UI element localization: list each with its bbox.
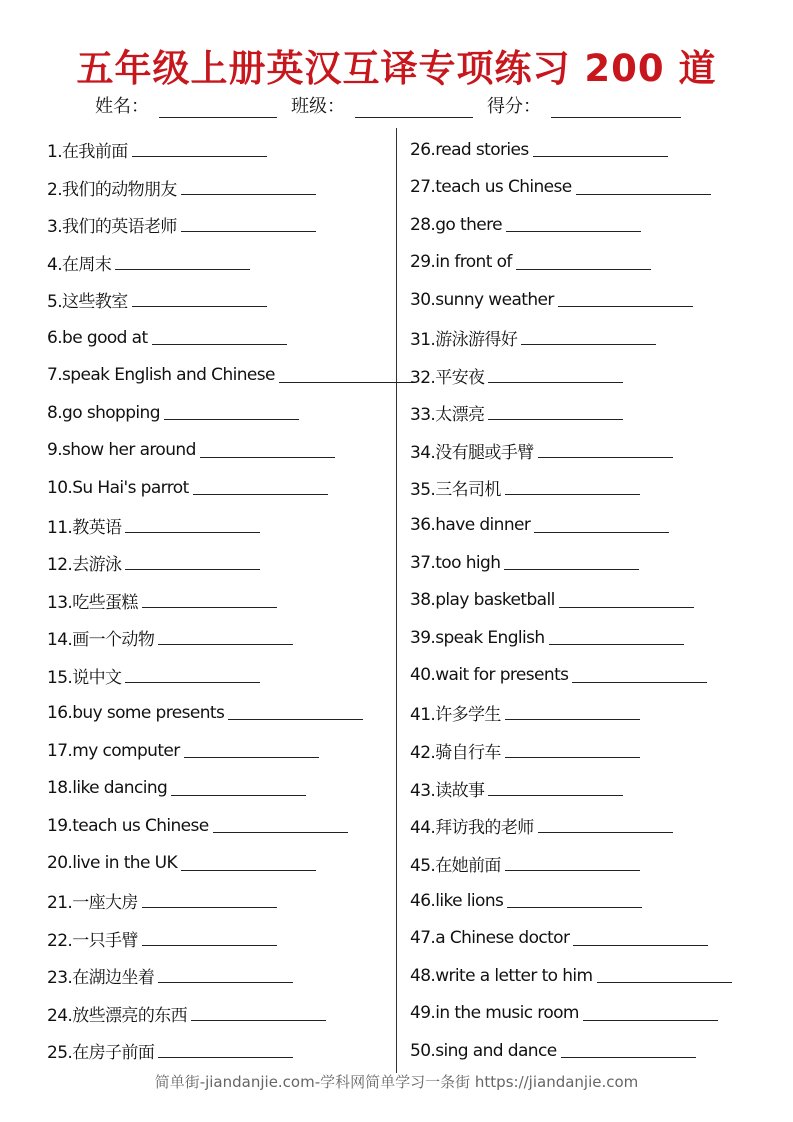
exercise-prompt: 8.go shopping (47, 402, 160, 423)
exercise-prompt: 22.一只手臂 (47, 930, 138, 951)
answer-blank[interactable] (213, 818, 348, 833)
answer-blank[interactable] (505, 743, 640, 758)
answer-blank[interactable] (181, 856, 316, 871)
exercise-item (410, 619, 732, 657)
exercise-prompt: 48.write a letter to him (410, 965, 593, 986)
answer-blank[interactable] (152, 330, 287, 345)
exercise-prompt: 47.a Chinese doctor (410, 928, 570, 949)
exercise-prompt: 15.说中文 (47, 667, 122, 688)
answer-blank[interactable] (558, 292, 693, 307)
answer-blank[interactable] (505, 705, 640, 720)
exercise-item (410, 769, 732, 807)
exercise-prompt: 6.be good at (47, 327, 148, 348)
exercise-prompt: 34.没有腿或手臂 (410, 442, 534, 463)
exercise-prompt: 11.教英语 (47, 517, 122, 538)
answer-blank[interactable] (200, 443, 335, 458)
exercise-prompt: 13.吃些蛋糕 (47, 592, 138, 613)
score-label: 得分： (487, 96, 541, 117)
student-info-row (95, 92, 695, 118)
answer-blank[interactable] (488, 781, 623, 796)
exercise-item (410, 807, 732, 845)
answer-blank[interactable] (505, 480, 640, 495)
exercise-item (410, 356, 732, 394)
exercise-item (47, 657, 414, 695)
left-column (47, 131, 414, 1070)
exercise-prompt: 36.have dinner (410, 515, 531, 536)
answer-blank[interactable] (181, 217, 316, 232)
exercise-item (410, 582, 732, 620)
exercise-prompt: 17.my computer (47, 740, 180, 761)
exercise-prompt: 12.去游泳 (47, 555, 122, 576)
answer-blank[interactable] (505, 856, 640, 871)
exercise-item (410, 957, 732, 995)
answer-blank[interactable] (507, 893, 642, 908)
exercise-prompt: 2.我们的动物朋友 (47, 179, 177, 200)
answer-blank[interactable] (142, 893, 277, 908)
exercise-prompt: 37.too high (410, 552, 501, 573)
exercise-prompt: 49.in the music room (410, 1003, 579, 1024)
exercise-prompt: 23.在湖边坐着 (47, 968, 155, 989)
exercise-item (47, 694, 414, 732)
exercise-item (47, 244, 414, 282)
answer-blank[interactable] (115, 255, 250, 270)
exercise-prompt: 35.三名司机 (410, 480, 501, 501)
exercise-prompt: 9.show her around (47, 440, 196, 461)
answer-blank[interactable] (583, 1006, 718, 1021)
answer-blank[interactable] (538, 818, 673, 833)
exercise-prompt: 26.read stories (410, 139, 529, 160)
exercise-prompt: 4.在周末 (47, 254, 112, 275)
exercise-item (47, 206, 414, 244)
exercise-item (47, 1032, 414, 1070)
answer-blank[interactable] (597, 968, 732, 983)
exercise-prompt: 16.buy some presents (47, 702, 225, 723)
exercise-item (47, 957, 414, 995)
exercise-item (410, 469, 732, 507)
exercise-item (410, 919, 732, 957)
answer-blank[interactable] (158, 968, 293, 983)
exercise-item (410, 995, 732, 1033)
answer-blank[interactable] (125, 555, 260, 570)
exercise-item (47, 807, 414, 845)
answer-blank[interactable] (572, 668, 707, 683)
exercise-prompt: 41.许多学生 (410, 705, 501, 726)
exercise-item (47, 506, 414, 544)
exercise-prompt: 3.我们的英语老师 (47, 217, 177, 238)
answer-blank[interactable] (184, 743, 319, 758)
exercise-item (47, 844, 414, 882)
exercise-item (410, 732, 732, 770)
exercise-prompt: 33.太漂亮 (410, 405, 485, 426)
exercise-item (410, 169, 732, 207)
answer-blank[interactable] (142, 593, 277, 608)
exercise-item (410, 694, 732, 732)
answer-blank[interactable] (193, 480, 328, 495)
exercise-item (47, 356, 414, 394)
exercise-item (47, 769, 414, 807)
answer-blank[interactable] (132, 142, 267, 157)
page-title: 五年级上册英汉互译专项练习 200 道 (76, 47, 717, 90)
answer-blank[interactable] (559, 593, 694, 608)
answer-blank[interactable] (504, 555, 639, 570)
answer-blank[interactable] (561, 1043, 696, 1058)
answer-blank[interactable] (158, 630, 293, 645)
exercise-prompt: 44.拜访我的老师 (410, 818, 534, 839)
answer-blank[interactable] (125, 518, 260, 533)
exercise-item (47, 131, 414, 169)
answer-blank[interactable] (142, 931, 277, 946)
exercise-prompt: 31.游泳游得好 (410, 330, 518, 350)
answer-blank[interactable] (191, 1006, 326, 1021)
exercise-prompt: 45.在她前面 (410, 855, 501, 876)
exercise-item (47, 544, 414, 582)
answer-blank[interactable] (573, 931, 708, 946)
right-column (410, 131, 732, 1070)
footer-watermark: 简单街-jiandanjie.com-学科网简单学习一条街 https://jiandanjie.com (154, 1073, 639, 1091)
exercise-item (410, 281, 732, 319)
exercise-item (47, 619, 414, 657)
exercise-item (410, 844, 732, 882)
exercise-prompt: 40.wait for presents (410, 665, 569, 686)
exercise-prompt: 24.放些漂亮的东西 (47, 1005, 188, 1026)
answer-blank[interactable] (534, 518, 669, 533)
exercise-prompt: 5.这些教室 (47, 292, 128, 313)
answer-blank[interactable] (516, 255, 651, 270)
exercise-prompt: 29.in front of (410, 252, 512, 273)
answer-blank[interactable] (576, 180, 711, 195)
answer-blank[interactable] (538, 443, 673, 458)
exercise-item (47, 919, 414, 957)
exercise-prompt: 30.sunny weather (410, 289, 554, 310)
exercise-item (410, 206, 732, 244)
answer-blank[interactable] (171, 781, 306, 796)
exercise-prompt: 39.speak English (410, 627, 545, 648)
exercise-item (410, 1032, 732, 1070)
exercise-prompt: 10.Su Hai's parrot (47, 477, 189, 498)
exercise-item (410, 431, 732, 469)
exercise-item (410, 882, 732, 920)
answer-blank[interactable] (488, 405, 623, 420)
exercise-item (410, 506, 732, 544)
exercise-prompt: 50.sing and dance (410, 1040, 557, 1061)
answer-blank[interactable] (228, 705, 363, 720)
class-blank[interactable] (355, 97, 473, 118)
answer-blank[interactable] (125, 668, 260, 683)
exercise-item (410, 544, 732, 582)
exercise-item (47, 319, 414, 357)
exercise-item (410, 394, 732, 432)
exercise-prompt: 25.在房子前面 (47, 1043, 155, 1064)
exercise-prompt: 46.like lions (410, 890, 504, 911)
exercise-item (47, 394, 414, 432)
answer-blank[interactable] (549, 630, 684, 645)
exercise-item (47, 469, 414, 507)
exercise-item (47, 882, 414, 920)
exercise-item (47, 281, 414, 319)
exercise-prompt: 7.speak English and Chinese (47, 365, 275, 386)
answer-blank[interactable] (164, 405, 299, 420)
answer-blank[interactable] (488, 368, 623, 383)
exercise-item (47, 431, 414, 469)
answer-blank[interactable] (158, 1043, 293, 1058)
exercise-item (47, 732, 414, 770)
exercise-item (47, 582, 414, 620)
exercise-prompt: 19.teach us Chinese (47, 815, 209, 836)
exercise-item (410, 657, 732, 695)
answer-blank[interactable] (506, 217, 641, 232)
answer-blank[interactable] (132, 292, 267, 307)
exercise-prompt: 20.live in the UK (47, 853, 178, 874)
name-blank[interactable] (159, 97, 277, 118)
exercise-prompt: 43.读故事 (410, 780, 485, 801)
exercise-prompt: 42.骑自行车 (410, 743, 501, 764)
score-blank[interactable] (551, 97, 681, 118)
exercise-item (47, 169, 414, 207)
exercise-prompt: 14.画一个动物 (47, 630, 155, 651)
answer-blank[interactable] (533, 142, 668, 157)
exercise-prompt: 27.teach us Chinese (410, 177, 572, 198)
exercise-item (410, 319, 732, 357)
answer-blank[interactable] (521, 330, 656, 345)
answer-blank[interactable] (279, 368, 414, 383)
exercise-item (47, 995, 414, 1033)
answer-blank[interactable] (181, 180, 316, 195)
exercise-prompt: 1.在我前面 (47, 142, 128, 163)
exercise-prompt: 21.一座大房 (47, 893, 138, 914)
exercise-prompt: 38.play basketball (410, 590, 555, 611)
exercise-item (410, 131, 732, 169)
class-label: 班级： (291, 96, 345, 117)
exercise-prompt: 32.平安夜 (410, 367, 485, 388)
name-label: 姓名： (95, 96, 149, 117)
exercise-prompt: 18.like dancing (47, 778, 168, 799)
exercise-prompt: 28.go there (410, 214, 503, 235)
exercise-item (410, 244, 732, 282)
